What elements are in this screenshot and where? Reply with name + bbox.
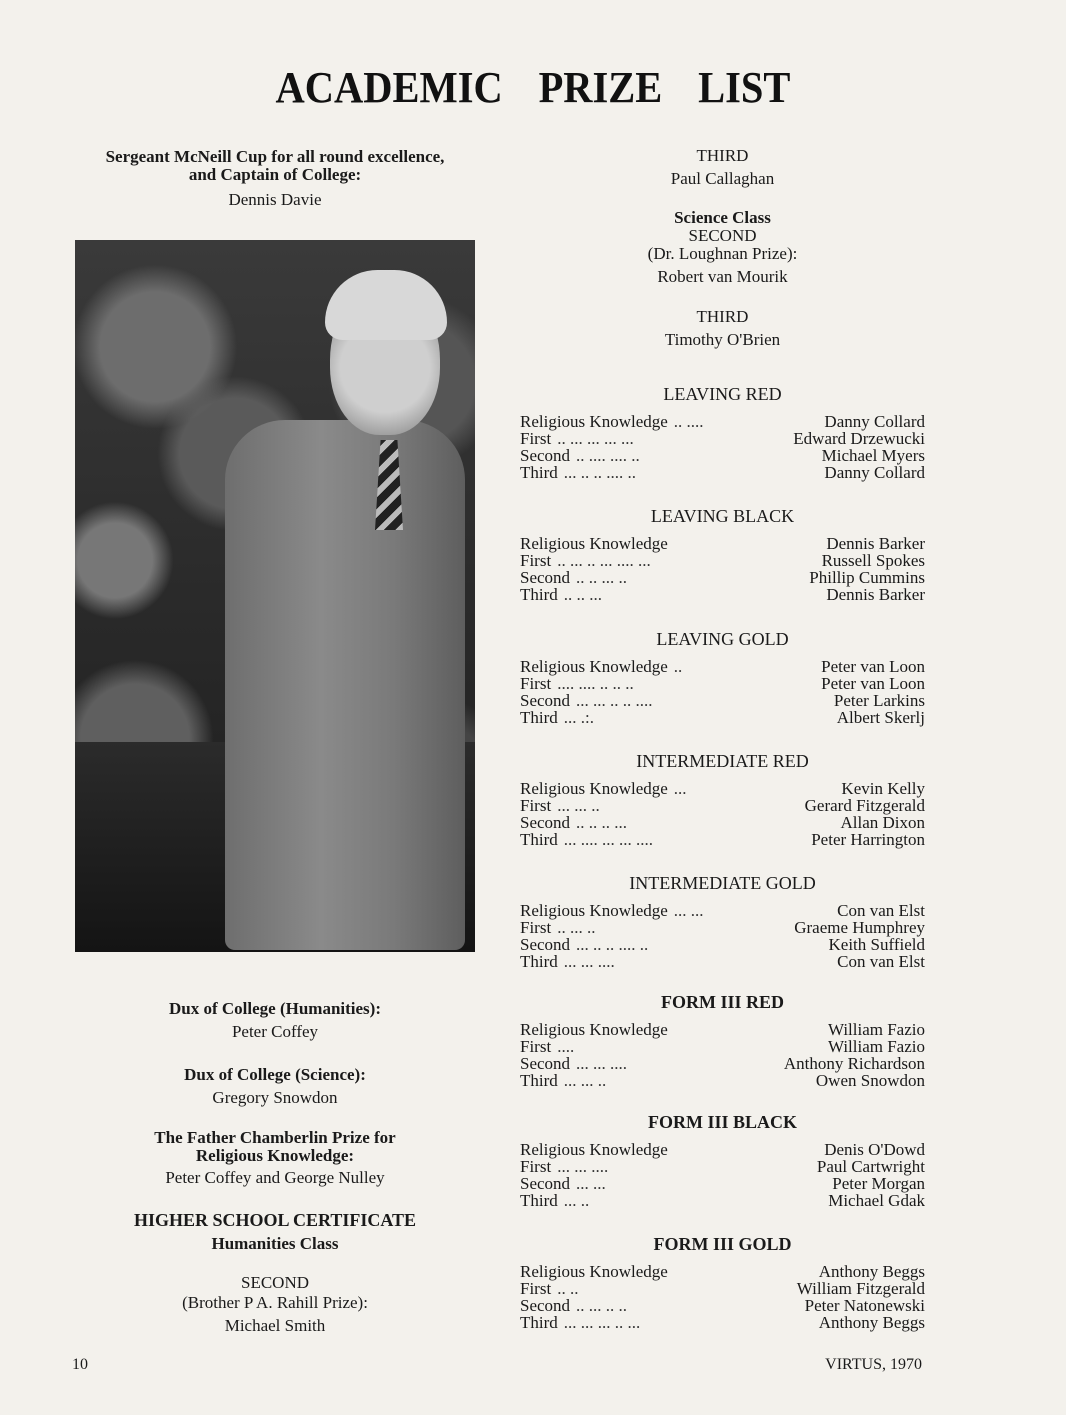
prize-label: Third: [520, 952, 558, 971]
prize-label: First: [520, 551, 552, 570]
dux-science: [70, 1066, 480, 1108]
section-heading: FORM III RED: [660, 992, 784, 1012]
section-intermediate-gold: [520, 873, 925, 970]
chamberlin-heading-line1: The Father Chamberlin Prize for: [154, 1128, 396, 1147]
prize-label: First: [520, 1157, 552, 1176]
prize-row: [520, 936, 925, 953]
prize-winner: William Fazio: [827, 1037, 925, 1056]
leader-dots: [668, 1021, 828, 1038]
prize-row: [520, 1297, 925, 1314]
prize-label: First: [520, 674, 552, 693]
prize-winner: Peter Morgan: [832, 1174, 925, 1193]
prize-winner: Anthony Beggs: [818, 1262, 925, 1281]
science-third-label: THIRD: [696, 307, 749, 326]
leader-dots: [668, 1263, 819, 1280]
section-heading: LEAVING BLACK: [650, 506, 795, 526]
prize-label: Religious Knowledge: [520, 657, 668, 676]
leader-dots: .. .. .. ...: [576, 814, 628, 831]
cup-heading-line1: Sergeant McNeill Cup for all round excellence,: [105, 147, 445, 166]
prize-winner: Gerard Fitzgerald: [804, 796, 925, 815]
section-heading: INTERMEDIATE RED: [636, 751, 809, 771]
section-heading: INTERMEDIATE GOLD: [629, 873, 816, 893]
prize-row: [520, 447, 925, 464]
humanities-second-prize: (Brother P A. Rahill Prize):: [182, 1293, 368, 1312]
section-heading: FORM III BLACK: [647, 1112, 797, 1132]
prize-label: Religious Knowledge: [520, 412, 668, 431]
prize-label: Religious Knowledge: [520, 1020, 668, 1039]
prize-label: Second: [520, 1054, 571, 1073]
prize-winner: Peter van Loon: [821, 674, 925, 693]
prize-label: Religious Knowledge: [520, 901, 668, 920]
prize-row: [520, 1021, 925, 1038]
prize-label: Second: [520, 1174, 571, 1193]
prize-label: Second: [520, 935, 571, 954]
prize-winner: Keith Suffield: [828, 935, 925, 954]
prize-row: [520, 1072, 925, 1089]
leader-dots: ... ...: [673, 902, 704, 919]
page-number: 10: [72, 1356, 88, 1373]
leader-dots: .. .... .... ..: [576, 447, 640, 464]
prize-label: Third: [520, 1071, 558, 1090]
leader-dots: [668, 535, 827, 552]
prize-label: Second: [520, 813, 571, 832]
leader-dots: .. ... .. ... .... ...: [557, 552, 651, 569]
leader-dots: .. ....: [673, 413, 704, 430]
prize-row: [520, 1314, 925, 1331]
prize-row: [520, 430, 925, 447]
prize-label: Second: [520, 568, 571, 587]
prize-winner: Michael Gdak: [828, 1191, 925, 1210]
leader-dots: .. .. ...: [563, 586, 603, 603]
publication-name: VIRTUS, 1970: [825, 1356, 922, 1373]
prize-label: Second: [520, 691, 571, 710]
prize-label: Religious Knowledge: [520, 534, 668, 553]
section-heading: LEAVING RED: [663, 384, 782, 404]
prize-row: [520, 586, 925, 603]
prize-winner: Peter Harrington: [811, 830, 925, 849]
leader-dots: ...: [673, 780, 687, 797]
prize-winner: Albert Skerlj: [836, 708, 925, 727]
prize-winner: Con van Elst: [837, 952, 925, 971]
prize-winner: Dennis Barker: [826, 534, 925, 553]
prize-row: [520, 464, 925, 481]
humanities-second-label: SECOND: [240, 1273, 309, 1292]
prize-row: [520, 675, 925, 692]
prize-winner: Phillip Cummins: [809, 568, 925, 587]
leader-dots: ... ..: [563, 1192, 590, 1209]
prize-winner: Dennis Barker: [826, 585, 925, 604]
chamberlin-winner: Peter Coffey and George Nulley: [165, 1168, 385, 1187]
leader-dots: ... .. .. .... ..: [563, 464, 637, 481]
prize-winner: Anthony Richardson: [783, 1054, 925, 1073]
leader-dots: ... .... ... ... ....: [563, 831, 654, 848]
prize-winner: William Fitzgerald: [796, 1279, 925, 1298]
page-title: ACADEMIC PRIZE LIST: [275, 63, 791, 112]
section-intermediate-red: [520, 751, 925, 848]
prize-winner: Owen Snowdon: [815, 1071, 925, 1090]
chamberlin-heading-line2: Religious Knowledge:: [195, 1146, 355, 1165]
prize-winner: Anthony Beggs: [818, 1313, 925, 1332]
prize-winner: Edward Drzewucki: [793, 429, 925, 448]
leader-dots: .... .... .. .. ..: [557, 675, 634, 692]
photo-figure-body: [225, 420, 465, 950]
hsc-heading: HIGHER SCHOOL CERTIFICATE: [133, 1210, 417, 1230]
leader-dots: .. .. ... ..: [576, 569, 628, 586]
prize-winner: William Fazio: [827, 1020, 925, 1039]
prize-winner: Con van Elst: [837, 901, 925, 920]
science-third-block: [520, 307, 925, 350]
prize-label: First: [520, 1037, 552, 1056]
dux-humanities-heading: Dux of College (Humanities):: [168, 999, 381, 1018]
leader-dots: ... ... ... .. ...: [563, 1314, 641, 1331]
cup-winner: Dennis Davie: [228, 190, 322, 209]
section-form-iii-red: [520, 992, 925, 1089]
prize-label: Third: [520, 830, 558, 849]
leader-dots: ... ... .. .. ....: [576, 692, 653, 709]
section-leaving-gold: [520, 629, 925, 726]
prize-winner: Paul Cartwright: [816, 1157, 925, 1176]
prize-row: [520, 535, 925, 552]
leader-dots: .. ... .. ..: [576, 1297, 628, 1314]
leader-dots: ... .:.: [563, 709, 595, 726]
prize-row: [520, 919, 925, 936]
prize-label: Second: [520, 1296, 571, 1315]
prize-row: [520, 709, 925, 726]
prize-row: [520, 552, 925, 569]
prize-label: Third: [520, 463, 558, 482]
prize-row: [520, 814, 925, 831]
prize-row: [520, 1263, 925, 1280]
prize-label: Second: [520, 446, 571, 465]
prize-label: Religious Knowledge: [520, 1262, 668, 1281]
prize-winner: Danny Collard: [824, 463, 925, 482]
prize-winner: Graeme Humphrey: [794, 918, 925, 937]
prize-row: [520, 1192, 925, 1209]
prize-winner: Peter van Loon: [821, 657, 925, 676]
science-second-label: SECOND: [688, 226, 757, 245]
prize-winner: Denis O'Dowd: [824, 1140, 925, 1159]
prize-winner: Danny Collard: [824, 412, 925, 431]
prize-row: [520, 902, 925, 919]
leader-dots: ... ... ....: [557, 1158, 609, 1175]
prize-label: Third: [520, 1313, 558, 1332]
prize-row: [520, 780, 925, 797]
prize-row: [520, 1141, 925, 1158]
section-leaving-red: [520, 384, 925, 481]
leader-dots: .. ... ..: [557, 919, 596, 936]
prize-row: [520, 953, 925, 970]
leader-dots: ... ...: [576, 1175, 606, 1192]
dux-science-winner: Gregory Snowdon: [212, 1088, 338, 1107]
prize-row: [520, 1055, 925, 1072]
prize-row: [520, 1038, 925, 1055]
prize-label: First: [520, 1279, 552, 1298]
prize-row: [520, 1175, 925, 1192]
leader-dots: ... .. .. .... ..: [576, 936, 649, 953]
prize-label: First: [520, 429, 552, 448]
prize-label: First: [520, 918, 552, 937]
humanities-second-winner: Michael Smith: [224, 1316, 326, 1335]
humanities-third-label: THIRD: [696, 146, 749, 165]
leader-dots: ..: [673, 658, 683, 675]
section-form-iii-black: [520, 1112, 925, 1209]
section-leaving-black: [520, 506, 925, 603]
dux-science-heading: Dux of College (Science):: [184, 1065, 366, 1084]
prize-row: [520, 413, 925, 430]
prize-label: Religious Knowledge: [520, 779, 668, 798]
humanities-third-block: [520, 146, 925, 189]
portrait-photo: [75, 240, 475, 952]
section-form-iii-gold: [520, 1234, 925, 1331]
leader-dots: ....: [557, 1038, 575, 1055]
hsc-block: [70, 1210, 480, 1336]
prize-row: [520, 569, 925, 586]
cup-heading-line2: and Captain of College:: [188, 165, 362, 184]
section-heading: FORM III GOLD: [653, 1234, 792, 1254]
leader-dots: .. ..: [557, 1280, 579, 1297]
science-second-prize: (Dr. Loughnan Prize):: [647, 244, 798, 263]
cup-heading: [70, 148, 480, 210]
leader-dots: [668, 1141, 824, 1158]
prize-row: [520, 797, 925, 814]
prize-row: [520, 658, 925, 675]
dux-humanities: [70, 1000, 480, 1042]
prize-label: Third: [520, 1191, 558, 1210]
chamberlin-prize: [70, 1129, 480, 1188]
prize-row: [520, 1280, 925, 1297]
science-third-winner: Timothy O'Brien: [664, 330, 781, 349]
leader-dots: .. ... ... ... ...: [557, 430, 634, 447]
leader-dots: ... ... ....: [563, 953, 615, 970]
prize-label: First: [520, 796, 552, 815]
leader-dots: ... ... ....: [576, 1055, 628, 1072]
humanities-third-winner: Paul Callaghan: [670, 169, 775, 188]
prize-label: Third: [520, 708, 558, 727]
prize-row: [520, 692, 925, 709]
dux-humanities-winner: Peter Coffey: [231, 1022, 319, 1041]
humanities-class-heading: Humanities Class: [211, 1234, 339, 1253]
prize-winner: Allan Dixon: [840, 813, 925, 832]
leader-dots: ... ... ..: [563, 1072, 607, 1089]
section-heading: LEAVING GOLD: [656, 629, 789, 649]
prize-label: Third: [520, 585, 558, 604]
prize-row: [520, 1158, 925, 1175]
science-class-block: [520, 209, 925, 287]
leader-dots: ... ... ..: [557, 797, 600, 814]
science-second-winner: Robert van Mourik: [657, 267, 788, 286]
prize-row: [520, 831, 925, 848]
prize-winner: Peter Larkins: [833, 691, 925, 710]
prize-winner: Russell Spokes: [821, 551, 925, 570]
prize-label: Religious Knowledge: [520, 1140, 668, 1159]
prize-winner: Peter Natonewski: [804, 1296, 925, 1315]
prize-winner: Michael Myers: [821, 446, 925, 465]
prize-winner: Kevin Kelly: [841, 779, 925, 798]
science-class-heading: Science Class: [674, 208, 771, 227]
